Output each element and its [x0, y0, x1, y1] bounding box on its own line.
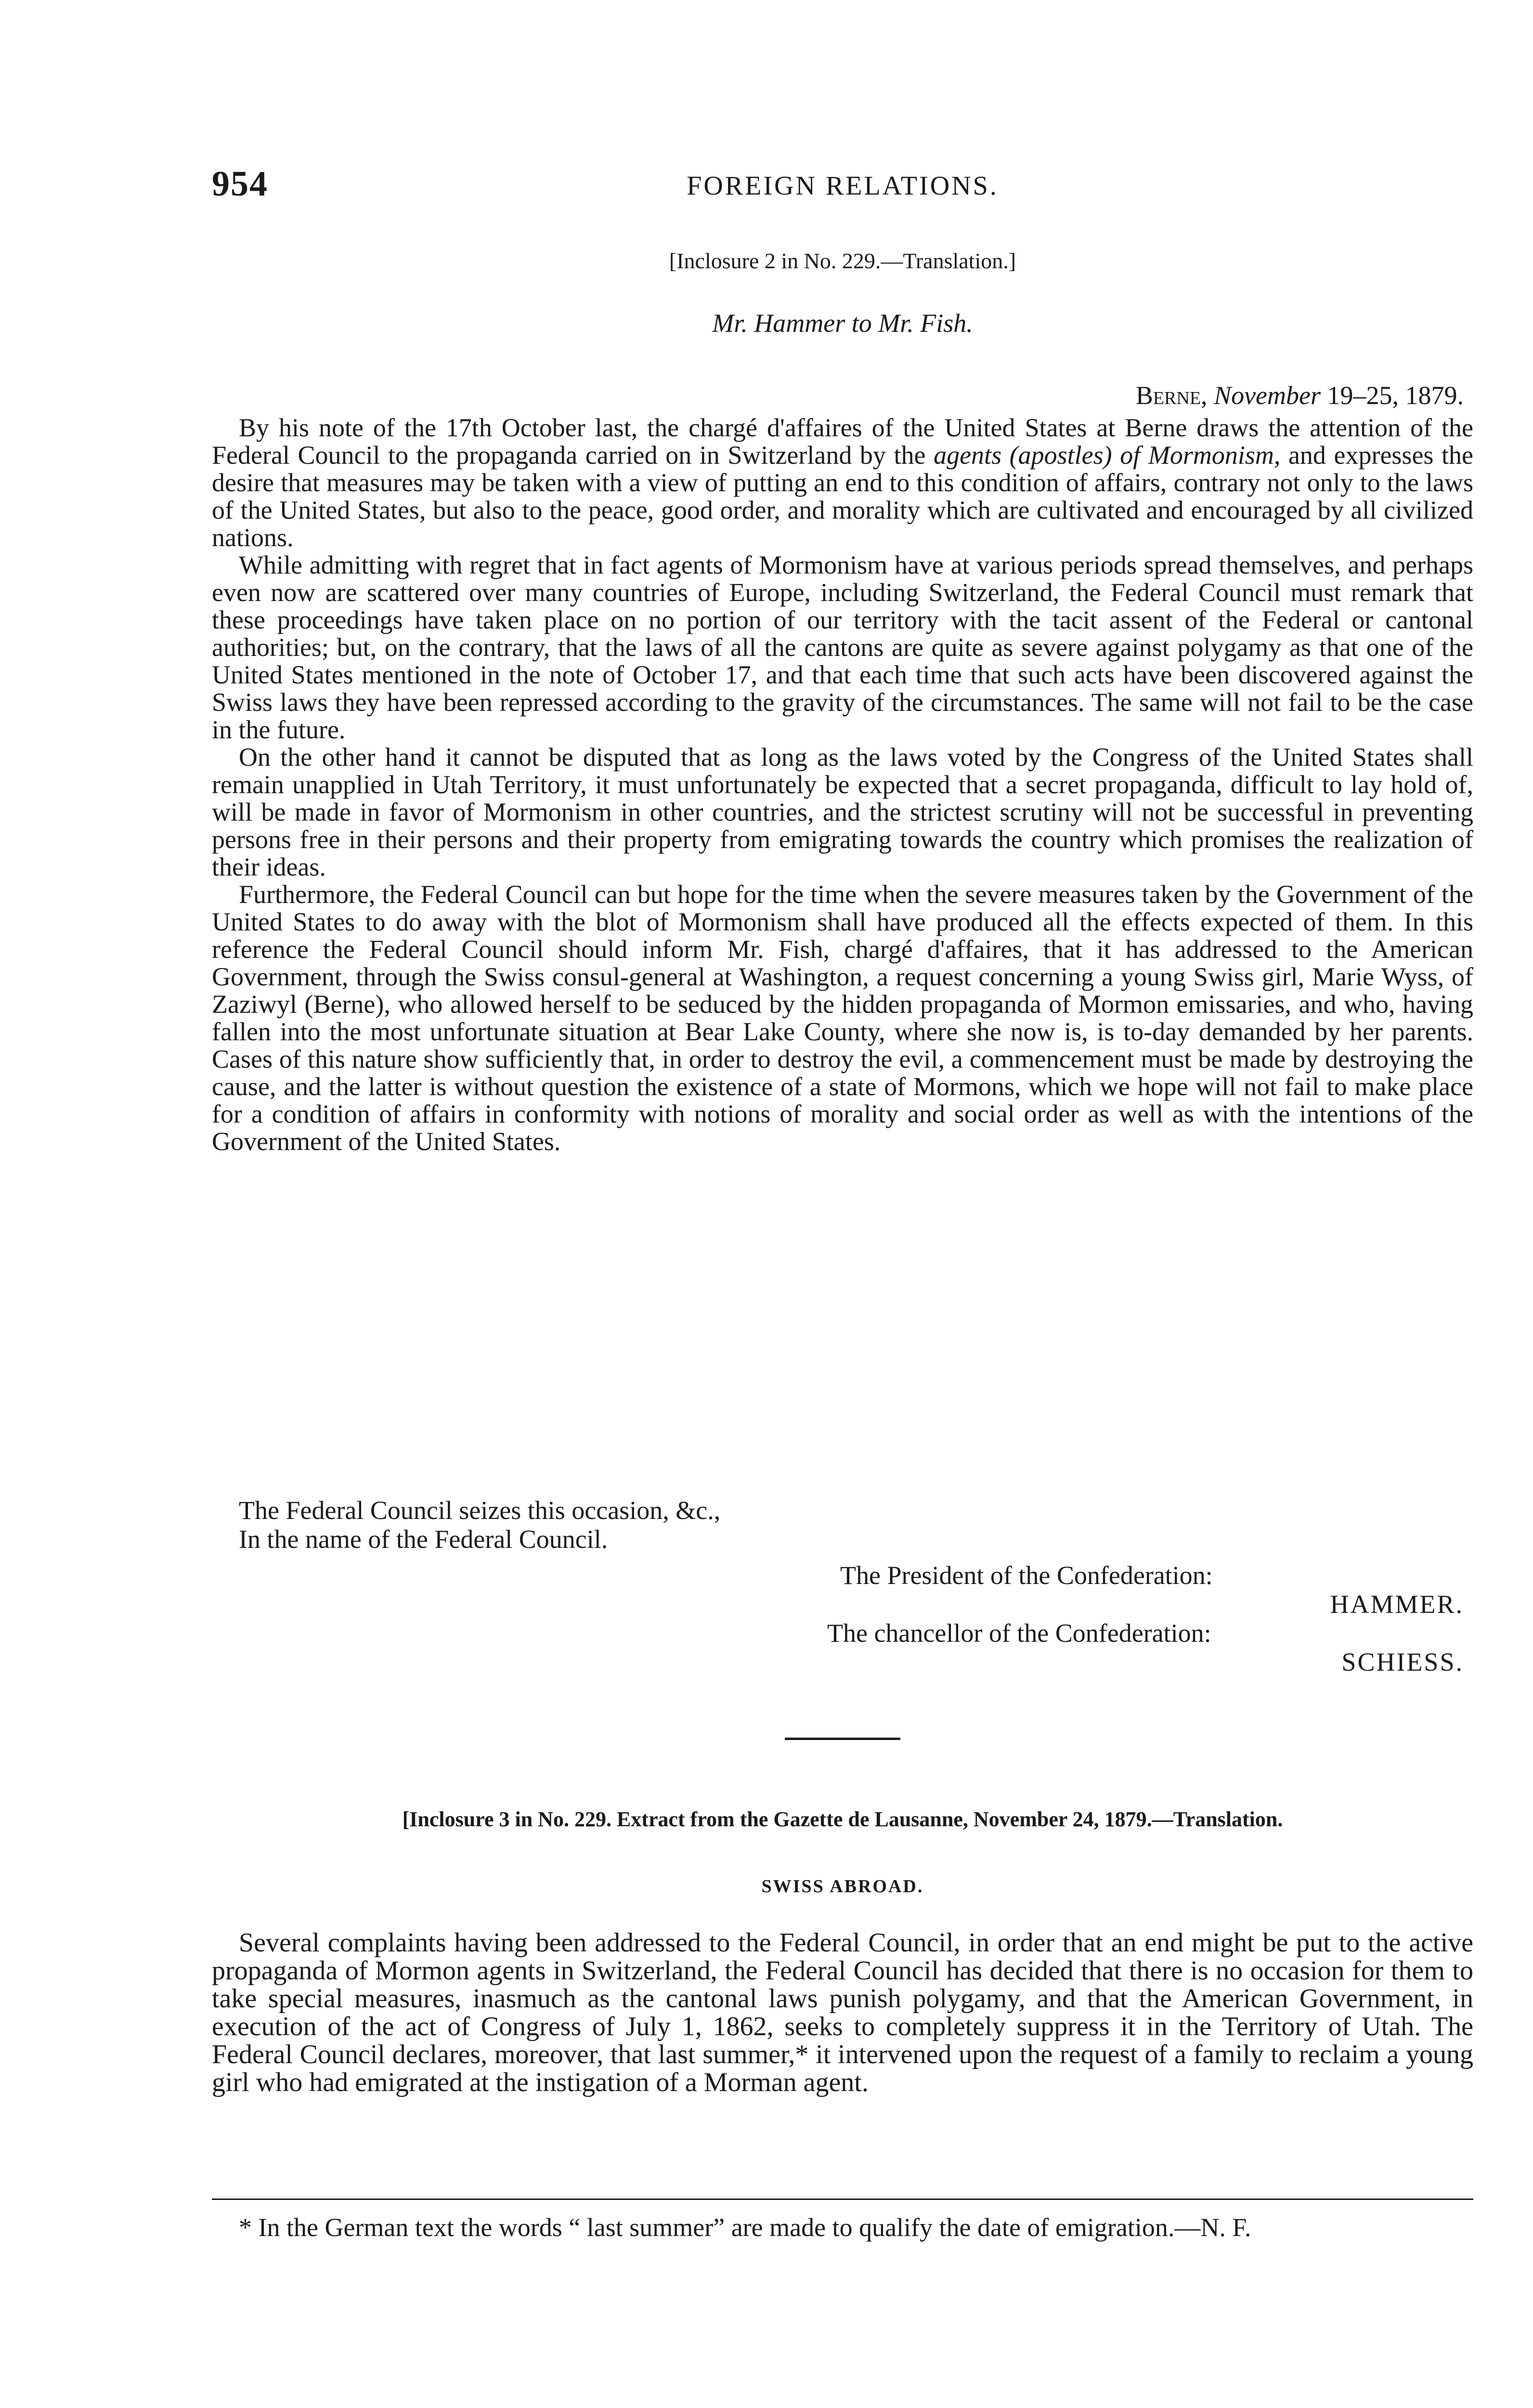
signature-title-chancellor: The chancellor of the Confederation: — [827, 1619, 1211, 1648]
signature-name-schiess: SCHIESS. — [1341, 1648, 1464, 1676]
closing-line-1: The Federal Council seizes this occasion, &c., — [239, 1496, 721, 1525]
letter-body — [212, 414, 1473, 1155]
inclosure-3-heading: [Inclosure 3 in No. 229. Extract from the Gazette de Lausanne, November 24, 1879.—Translation. — [402, 1807, 1283, 1831]
signature-name-hammer: HAMMER. — [1330, 1590, 1464, 1619]
footnote-text: * In the German text the words “ last summer” are made to qualify the date of emigration.—N. F. — [239, 2213, 1251, 2242]
letter-paragraph-3: On the other hand it cannot be disputed that as long as the laws voted by the Congress of the United States shall remain unapplied in Utah Territory, it must unfortunately be expected that a secret propaganda, difficult to lay hold of, will be made in favor of Mormonism in other countries, and the strictest scrutiny will not be successful in preventing persons free in their persons and their property from emigrating towards the country which promises the realization of their ideas. — [212, 743, 1473, 881]
letter-paragraph-1 — [212, 414, 1473, 551]
letter-title: Mr. Hammer to Mr. Fish. — [712, 309, 973, 338]
footnote-rule — [212, 2199, 1473, 2200]
dateline-month: November — [1214, 381, 1321, 410]
footnote — [212, 2213, 1473, 2242]
closing-line-2: In the name of the Federal Council. — [239, 1525, 608, 1554]
running-head — [212, 164, 1473, 222]
inclosure-2-heading: [Inclosure 2 in No. 229.—Translation.] — [669, 249, 1016, 273]
p1-before: By his note of the 17th October last, the chargé d'affaires of the United States at Berne draws the attention of the Federal Council to the propaganda carried on in Switzerland by the — [212, 413, 1473, 470]
dateline-days: 19–25, 1879. — [1327, 381, 1464, 410]
article-body — [212, 1929, 1473, 2096]
letter-paragraph-2: While admitting with regret that in fact agents of Mormonism have at various periods spread themselves, and perhaps even now are scattered over many countries of Europe, including Switzerland, the Federal Council must remark that these proceedings have taken place on no portion of our territory with the tacit assent of the Federal or cantonal authorities; but, on the contrary, that the laws of all the cantons are quite as severe against polygamy as that one of the United States mentioned in the note of October 17, and that each time that such acts have been discovered against the Swiss laws they have been repressed according to the gravity of the circumstances. The same will not fail to be the case in the future. — [212, 550, 1473, 744]
section-divider — [785, 1738, 900, 1740]
article-paragraph: Several complaints having been addressed to the Federal Council, in order that an end might be put to the active propaganda of Mormon agents in Switzerland, the Federal Council has decided that there is no occasion for them to take special measures, inasmuch as the cantonal laws punish polygamy, and that the American Government, in execution of the act of Congress of July 1, 1862, seeks to completely suppress it in the Territory of Utah. The Federal Council declares, moreover, that last summer,* it intervened upon the request of a family to reclaim a young girl who had emigrated at the instigation of a Morman agent. — [212, 1928, 1473, 2097]
article-title: SWISS ABROAD. — [761, 1876, 924, 1897]
dateline — [722, 380, 1464, 410]
letter-paragraph-4: Furthermore, the Federal Council can but hope for the time when the severe measures taken by the Government of the United States to do away with the blot of Mormonism shall have produced all the effects expected of them. In this reference the Federal Council should inform Mr. Fish, chargé d'affaires, that it has addressed to the American Government, through the Swiss consul-general at Washington, a request concerning a young Swiss girl, Marie Wyss, of Zaziwyl (Berne), who allowed herself to be seduced by the hidden propaganda of Mormon emissaries, and who, having fallen into the most unfortunate situation at Bear Lake County, where she now is, is to-day demanded by her parents. Cases of this nature show sufficiently that, in order to destroy the evil, a commencement must be made by destroying the cause, and the latter is without question the existence of a state of Mormons, which we hope will not fail to make place for a condition of affairs in conformity with notions of morality and social order as well as with the intentions of the Government of the United States. — [212, 880, 1473, 1156]
running-title: FOREIGN RELATIONS. — [687, 171, 999, 201]
p1-emphasis: agents (apostles) of Mormonism, — [934, 441, 1281, 470]
signature-title-president: The President of the Confederation: — [840, 1561, 1213, 1590]
dateline-place: Berne, — [1135, 381, 1208, 410]
p1-after: and expresses the desire that measures may be taken with a view of putting an end to this condition of affairs, contrary not only to the laws of the United States, but also to the peace, good order, and morality which are cultivated and encouraged by all civilized nations. — [212, 441, 1473, 552]
page-number: 954 — [212, 164, 268, 204]
